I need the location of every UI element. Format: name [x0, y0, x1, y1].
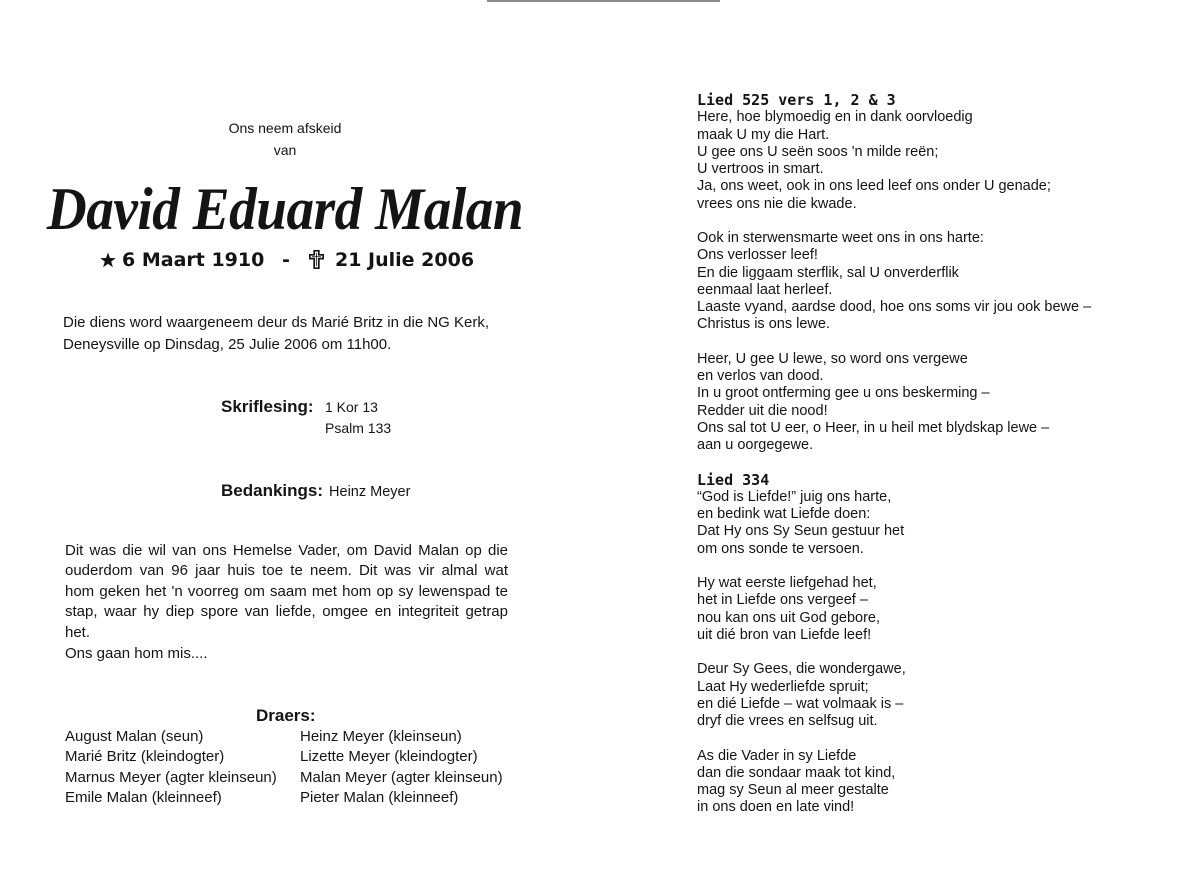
hymn-334 — [697, 472, 1177, 817]
hymn-line: aan u oorgegewe. — [697, 437, 814, 453]
acknowledgements-name: Heinz Meyer — [329, 484, 411, 500]
pallbearer: Emile Malan (kleinneef) — [65, 788, 222, 806]
hymn-line: Dat Hy ons Sy Seun gestuur het — [697, 523, 905, 540]
birth-date: 6 Maart 1910 — [122, 249, 265, 271]
cross-icon — [309, 250, 324, 269]
hymn-stanza — [697, 230, 1177, 334]
hymn-line: mag sy Seun al meer gestalte — [697, 782, 889, 798]
pallbearer: Marnus Meyer (agter kleinseun) — [65, 768, 277, 786]
hymn-line: Deur Sy Gees, die wondergawe, — [697, 661, 906, 678]
hymn-line: Here, hoe blymoedig en in dank oorvloedig — [697, 109, 973, 126]
hymn-stanza — [697, 575, 1177, 644]
hymn-line: Redder uit die nood! — [697, 402, 828, 419]
hymn-line: in ons doen en late vind! — [697, 799, 855, 816]
hymn-stanza — [697, 661, 1177, 730]
hymn-line: Ja, ons weet, ook in ons leed leef ons onder U genade; — [697, 178, 1051, 195]
hymn-line: uit dié bron van Liefde leef! — [697, 626, 872, 643]
pallbearer: Pieter Malan (kleinneef) — [300, 788, 459, 806]
hymn-line: nou kan ons uit God gebore, — [697, 609, 880, 626]
hymn-line: “God is Liefde!” juig ons harte, — [697, 488, 892, 505]
tribute-line: stap, waar hy diep spore van liefde, omgee en integriteit getrap — [65, 603, 508, 621]
star-icon — [100, 252, 116, 268]
hymn-line: In u groot ontferming gee u ons beskerming – — [697, 385, 990, 402]
pallbearer: Marié Britz (kleindogter) — [65, 748, 225, 766]
acknowledgements-label: Bedankings: — [221, 481, 324, 500]
hymn-line: maak U my die Hart. — [697, 126, 830, 143]
hymn-line: dan die sondaar maak tot kind, — [697, 764, 896, 781]
pallbearer: Malan Meyer (agter kleinseun) — [300, 768, 503, 786]
hymn-525 — [697, 92, 1177, 454]
hymn-line: As die Vader in sy Liefde — [697, 747, 857, 764]
hymn-line: U vertroos in smart. — [697, 161, 824, 177]
hymn-line: Ons sal tot U eer, o Heer, in u heil met blydskap lewe – — [697, 419, 1050, 436]
acknowledgements-row — [221, 480, 410, 503]
hymn-stanza — [697, 489, 1177, 558]
hymn-line: dryf die vrees en selfsug uit. — [697, 713, 878, 729]
hymn-line: U gee ons U seën soos 'n milde reën; — [697, 143, 939, 160]
hymn-line: Hy wat eerste liefgehad het, — [697, 575, 877, 591]
hymn-stanza — [697, 109, 1177, 213]
scripture-reading: 1 Kor 13 — [325, 398, 378, 415]
hymn-line: Christus is ons lewe. — [697, 316, 830, 333]
tribute-line: ouderdom van 96 jaar huis toe te neem. Dit was vir almal wat — [65, 562, 508, 580]
hymn-line: om ons sonde te versoen. — [697, 540, 864, 557]
tribute-line: het. — [65, 624, 91, 642]
service-details-panel — [0, 0, 570, 879]
hymns-panel — [697, 92, 1177, 817]
hymn-line: en dié Liefde – wat volmaak is – — [697, 695, 904, 712]
hymn-title: Lied 334 — [697, 470, 770, 489]
pallbearer: August Malan (seun) — [65, 728, 204, 745]
hymn-line: En die liggaam sterflik, sal U onverderflik — [697, 264, 959, 281]
service-line: Deneysville op Dinsdag, 25 Julie 2006 om 11h00. — [63, 336, 392, 353]
tribute-line: Dit was die wil van ons Hemelse Vader, om David Malan op die — [65, 541, 508, 559]
tribute-closing: Ons gaan hom mis.... — [65, 644, 208, 662]
hymn-line: het in Liefde ons vergeef – — [697, 592, 868, 609]
hymn-line: eenmaal laat herleef. — [697, 281, 833, 298]
hymn-title: Lied 525 vers 1, 2 & 3 — [697, 91, 896, 109]
tribute-line: hom geken het 'n voorreg om saam met hom op sy lewenspad te — [65, 582, 508, 600]
scripture-label: Skriflesing: — [221, 397, 314, 416]
hymn-line: Laat Hy wederliefde spruit; — [697, 678, 869, 695]
deceased-name: David Eduard Malan — [46, 176, 524, 242]
hymn-stanza — [697, 748, 1177, 817]
pallbearer: Heinz Meyer (kleinseun) — [300, 728, 462, 745]
hymn-line: Heer, U gee U lewe, so word ons vergewe — [697, 350, 968, 367]
scripture-reading: Psalm 133 — [325, 419, 392, 436]
pallbearer: Lizette Meyer (kleindogter) — [300, 748, 478, 766]
hymn-line: Ook in sterwensmarte weet ons in ons harte: — [697, 230, 984, 246]
pallbearers-label: Draers: — [256, 706, 316, 725]
hymn-line: vrees ons nie die kwade. — [697, 195, 857, 212]
life-dates — [0, 249, 570, 271]
hymn-line: en bedink wat Liefde doen: — [697, 506, 871, 522]
death-date: 21 Julie 2006 — [335, 249, 475, 271]
pallbearers-right-column — [300, 727, 503, 808]
hymn-line: en verlos van dood. — [697, 368, 824, 384]
farewell-intro: Ons neem afskeid — [228, 120, 342, 136]
tribute-paragraph — [65, 541, 508, 665]
scripture-readings — [325, 397, 391, 439]
hymn-stanza — [697, 351, 1177, 455]
farewell-intro-of: van — [273, 142, 297, 158]
service-info — [63, 312, 489, 356]
hymn-line: Ons verlosser leef! — [697, 247, 818, 264]
date-separator: - — [282, 249, 290, 271]
service-line: Die diens word waargeneem deur ds Marié Britz in die NG Kerk, — [63, 314, 490, 331]
hymn-line: Laaste vyand, aardse dood, hoe ons soms vir jou ook bewe – — [697, 299, 1092, 315]
pallbearers-left-column — [65, 727, 277, 808]
